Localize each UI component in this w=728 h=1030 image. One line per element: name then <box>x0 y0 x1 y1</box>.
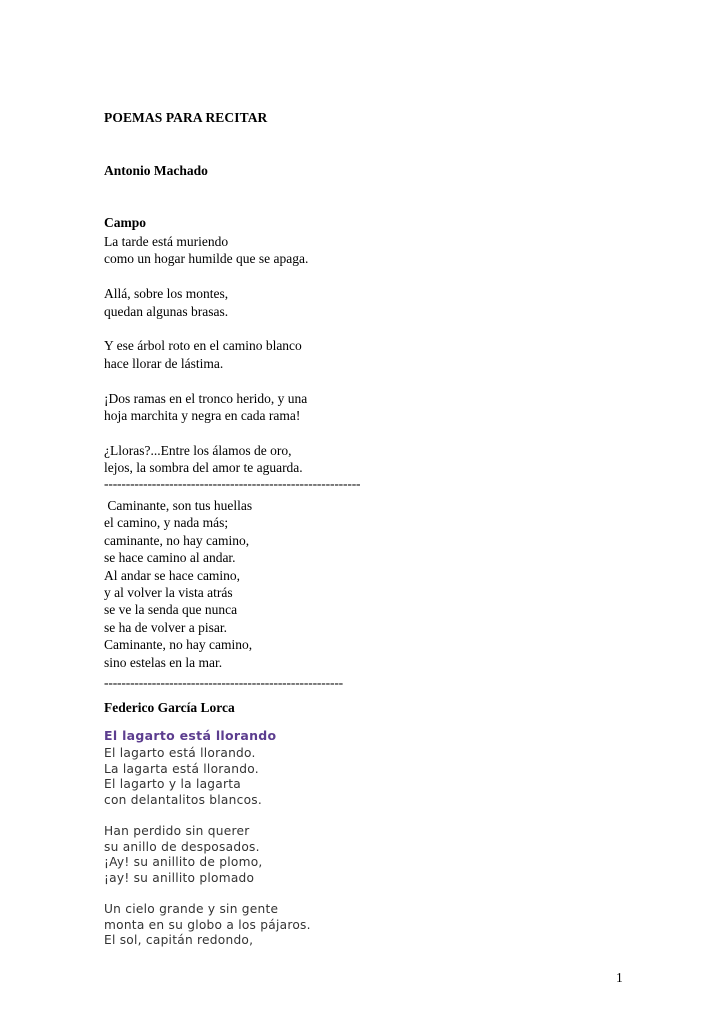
document-title: POEMAS PARA RECITAR <box>104 110 268 125</box>
stanza-break <box>104 886 311 902</box>
author-heading-lorca: Federico García Lorca <box>104 700 235 715</box>
stanza-break <box>104 424 308 441</box>
poem-body-lagarto <box>104 746 311 949</box>
verse-line: como un hogar humilde que se apaga. <box>104 251 309 267</box>
verse-line: La tarde está muriendo <box>104 234 229 249</box>
stanza-break <box>104 268 308 285</box>
verse-line: Han perdido sin querer <box>104 823 250 838</box>
verse-line: se ha de volver a pisar. <box>104 619 227 635</box>
page-number: 1 <box>616 970 623 985</box>
verse-line: y al volver la vista atrás <box>104 584 233 600</box>
verse-line: Caminante, son tus huellas <box>104 498 253 513</box>
verse-line: caminante, no hay camino, <box>104 532 250 548</box>
poem-body-caminante <box>104 497 252 671</box>
poem-title-lagarto: El lagarto está llorando <box>104 728 277 743</box>
stanza-break <box>104 808 311 824</box>
verse-line: con delantalitos blancos. <box>104 792 262 807</box>
dashed-divider: ------------------------------------------------------- <box>104 675 344 690</box>
author-heading-machado: Antonio Machado <box>104 163 208 178</box>
verse-line: se ve la senda que nunca <box>104 602 238 618</box>
stanza-break <box>104 320 308 337</box>
verse-line: quedan algunas brasas. <box>104 303 229 319</box>
verse-line: sino estelas en la mar. <box>104 654 223 670</box>
verse-line: hace llorar de lástima. <box>104 355 224 371</box>
verse-line: El sol, capitán redondo, <box>104 933 254 948</box>
verse-line: hoja marchita y negra en cada rama! <box>104 407 301 423</box>
dashed-divider: ----------------------------------------------------------- <box>104 476 361 491</box>
verse-line: ¡Dos ramas en el tronco herido, y una <box>104 390 308 406</box>
verse-line: monta en su globo a los pájaros. <box>104 917 311 932</box>
verse-line: se hace camino al andar. <box>104 550 236 566</box>
verse-line: El lagarto está llorando. <box>104 746 256 760</box>
verse-line: Y ese árbol roto en el camino blanco <box>104 338 302 354</box>
verse-line: Al andar se hace camino, <box>104 567 241 583</box>
verse-line: ¡Ay! su anillito de plomo, <box>104 855 263 870</box>
poem-body-campo <box>104 233 308 476</box>
verse-line: Un cielo grande y sin gente <box>104 901 279 916</box>
verse-line: Caminante, no hay camino, <box>104 637 253 653</box>
verse-line: su anillo de desposados. <box>104 839 260 854</box>
verse-line: ¡ay! su anillito plomado <box>104 870 255 885</box>
verse-line: lejos, la sombra del amor te aguarda. <box>104 460 303 476</box>
verse-line: La lagarta está llorando. <box>104 761 259 776</box>
poem-title-campo: Campo <box>104 215 147 230</box>
verse-line: El lagarto y la lagarta <box>104 777 242 792</box>
verse-line: ¿Lloras?...Entre los álamos de oro, <box>104 442 292 458</box>
verse-line: Allá, sobre los montes, <box>104 286 229 302</box>
stanza-break <box>104 372 308 389</box>
verse-line: el camino, y nada más; <box>104 515 229 531</box>
